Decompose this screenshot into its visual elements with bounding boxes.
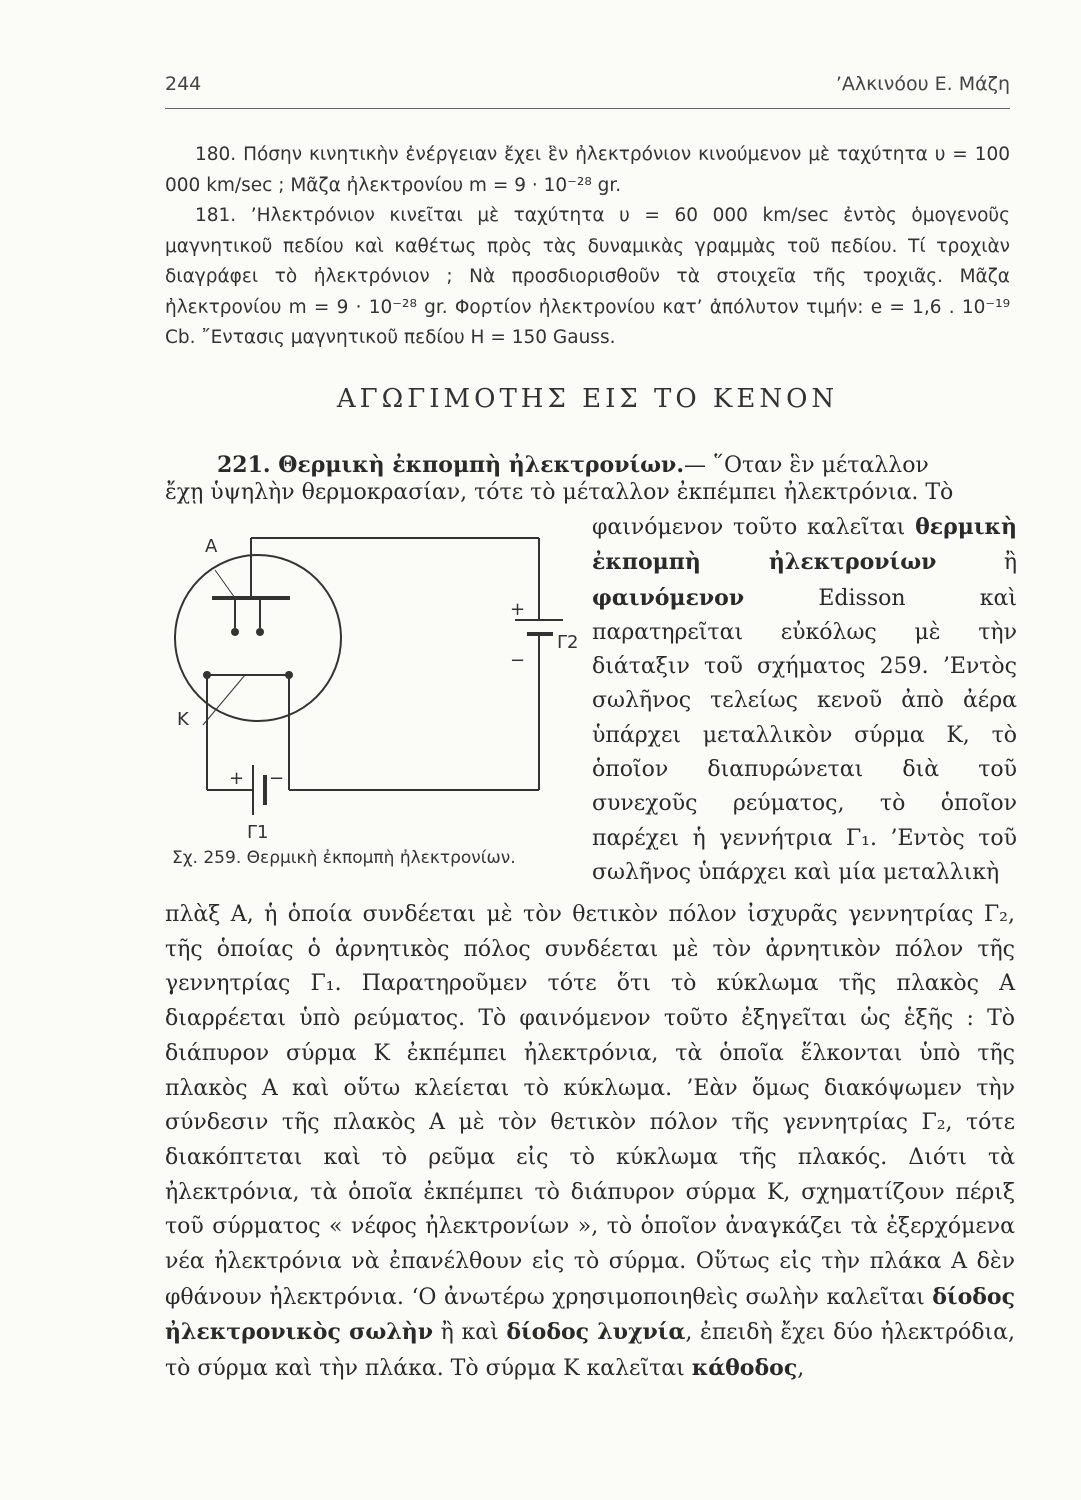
term-thermal-emission: θερμικὴ ἐκπομπὴ ἠλεκτρονίων bbox=[592, 514, 1017, 576]
label-g2: Γ2 bbox=[557, 632, 579, 653]
label-a-pointer bbox=[215, 570, 235, 598]
g2-plus: + bbox=[510, 599, 526, 620]
term-cathode: κάθοδος bbox=[691, 1355, 798, 1382]
vacuum-tube-outline bbox=[175, 555, 341, 721]
section-heading: 221. Θερμικὴ ἐκπομπὴ ἠλεκτρονίων. bbox=[217, 452, 684, 478]
label-k-pointer bbox=[203, 675, 245, 725]
body-text bbox=[165, 898, 1015, 1387]
text-run: Edisson καὶ παρατηρεῖται εὐκόλως μὲ τὴν διάταξιν τοῦ σχήματος 259. ’Εντὸς σωλῆνος τελείως κενοῦ ἀπὸ ἀέρα ὑπάρχει μεταλλικὸν σύρμα Κ, τὸ ὁποῖον διαπυρώνεται διὰ τοῦ συνεχοῦς ρεύματος, τὸ ὁποῖον παρέχει ἡ γεννήτρια Γ₁. ’Εντὸς τοῦ σωλῆνος ὑπάρχει καὶ μία μεταλλικὴ bbox=[592, 585, 1017, 885]
section-line1-text: — ῞Οταν ἓν μέταλλον bbox=[683, 453, 929, 478]
text-run: φαινόμενον τοῦτο καλεῖται bbox=[592, 515, 916, 540]
label-g1: Γ1 bbox=[247, 822, 269, 843]
text-run: , ἐπειδὴ ἔχει δύο ἠλεκτρόδια, τὸ σύρμα καὶ τὴν πλάκα. Τὸ σύρμα Κ καλεῖται bbox=[165, 1320, 1015, 1382]
text-run: ἢ bbox=[936, 550, 1017, 576]
label-a: Α bbox=[205, 536, 218, 557]
section-title: ΑΓΩΓΙΜΟΤΗΣ ΕΙΣ ΤΟ ΚΕΝΟΝ bbox=[336, 384, 839, 414]
label-k: Κ bbox=[177, 709, 189, 730]
exercises bbox=[165, 140, 1010, 354]
text-run: ἢ καὶ bbox=[433, 1320, 507, 1346]
g1-plus: + bbox=[229, 768, 245, 789]
term-phenomenon: φαινόμενον bbox=[592, 584, 745, 611]
section-first-line bbox=[165, 450, 1010, 481]
figure-caption: Σχ. 259. Θερμικὴ ἐκπομπὴ ἠλεκτρονίων. bbox=[172, 848, 516, 868]
page-number: 244 bbox=[165, 73, 202, 95]
g2-minus: − bbox=[510, 650, 526, 671]
text-run: πλὰξ Α, ἡ ὁποία συνδέεται μὲ τὸν θετικὸν πόλον ἰσχυρᾶς γεννητρίας Γ₂, τῆς ὁποίας ὁ ἀρνητικὸς πόλος συνδέεται μὲ τὸν ἀρνητικὸν πόλον τῆς γεννητρίας Γ₁. Παρατηροῦμεν τότε ὅτι τὸ κύκλωμα τῆς πλακὸς Α διαρρέεται ὑπὸ ρεύματος. Τὸ φαινόμενον τοῦτο ἐξηγεῖται ὡς ἑξῆς : Τὸ διάπυρον σύρμα Κ ἐκπέμπει ἠλεκτρόνια, τὰ ὁποῖα ἕλκονται ὑπὸ τῆς πλακὸς Α καὶ οὕτω κλείεται τὸ κύκλωμα. ’Εὰν ὅμως διακόψωμεν τὴν σύνδεσιν τῆς πλακὸς Α μὲ τὸν θετικὸν πόλον τῆς γεννητρίας Γ₂, τότε διακόπτεται καὶ τὸ ρεῦμα εἰς τὸ κύκλωμα τῆς πλακός. Διότι τὰ ἠλεκτρόνια, τὰ ὁποῖα ἐκπέμπει τὸ διάπυρον σύρμα Κ, σχηματίζουν πέριξ τοῦ σύρματος « νέφος ἠλεκτρονίων », τὸ ὁποῖον ἀναγκάζει τὰ ἐξερχόμενα νέα ἠλεκτρόνια νὰ ἐπανέλθουν εἰς τὸ σύρμα. Οὕτως εἰς τὴν πλάκα Α δὲν φθάνουν ἠλεκτρόνια. ‘Ο ἀνωτέρω χρησιμοποιηθεὶς σωλὴν καλεῖται bbox=[165, 902, 1015, 1310]
term-diode-tube: δίοδος ἠλεκτρονικὸς σωλὴν bbox=[165, 1283, 1015, 1346]
exercise-181: 181. ’Ηλεκτρόνιον κινεῖται μὲ ταχύτητα υ = 60 000 km/sec ἐντὸς ὁμογενοῦς μαγνητικοῦ πεδίου καὶ καθέτως πρὸς τὰς δυναμικὰς γραμμὰς τοῦ πεδίου. Τί τροχιὰν διαγράφει τὸ ἠλεκτρόνιον ; Νὰ προσδιορισθοῦν τὰ στοιχεῖα τῆς τροχιᾶς. Μᾶζα ἠλεκτρονίου m = 9 · 10⁻²⁸ gr. Φορτίον ἠλεκτρονίου κατ’ ἀπόλυτον τιμήν: e = 1,6 . 10⁻¹⁹ Cb. ῎Εντασις μαγνητικοῦ πεδίου Η = 150 Gauss. bbox=[165, 205, 1010, 348]
text-run: , bbox=[797, 1356, 805, 1382]
term-diode-lamp: δίοδος λυχνία bbox=[506, 1319, 686, 1346]
running-author: ’Αλκινόου Ε. Μάζη bbox=[835, 73, 1010, 95]
page-header bbox=[165, 73, 1010, 103]
section-line2: ἔχῃ ὑψηλὴν θερμοκρασίαν, τότε τὸ μέταλλον ἐκπέμπει ἠλεκτρόνια. Τὸ bbox=[165, 480, 954, 505]
exercise-180: 180. Πόσην κινητικὴν ἐνέργειαν ἔχει ἓν ἠλεκτρόνιον κινούμενον μὲ ταχύτητα υ = 100 000 km/sec ; Μᾶζα ἠλεκτρονίου m = 9 · 10⁻²⁸ gr. bbox=[165, 144, 1010, 196]
figure-259-diagram bbox=[165, 520, 585, 880]
right-column-text bbox=[592, 510, 1017, 890]
header-rule bbox=[165, 108, 1010, 109]
g1-minus: − bbox=[269, 768, 285, 789]
